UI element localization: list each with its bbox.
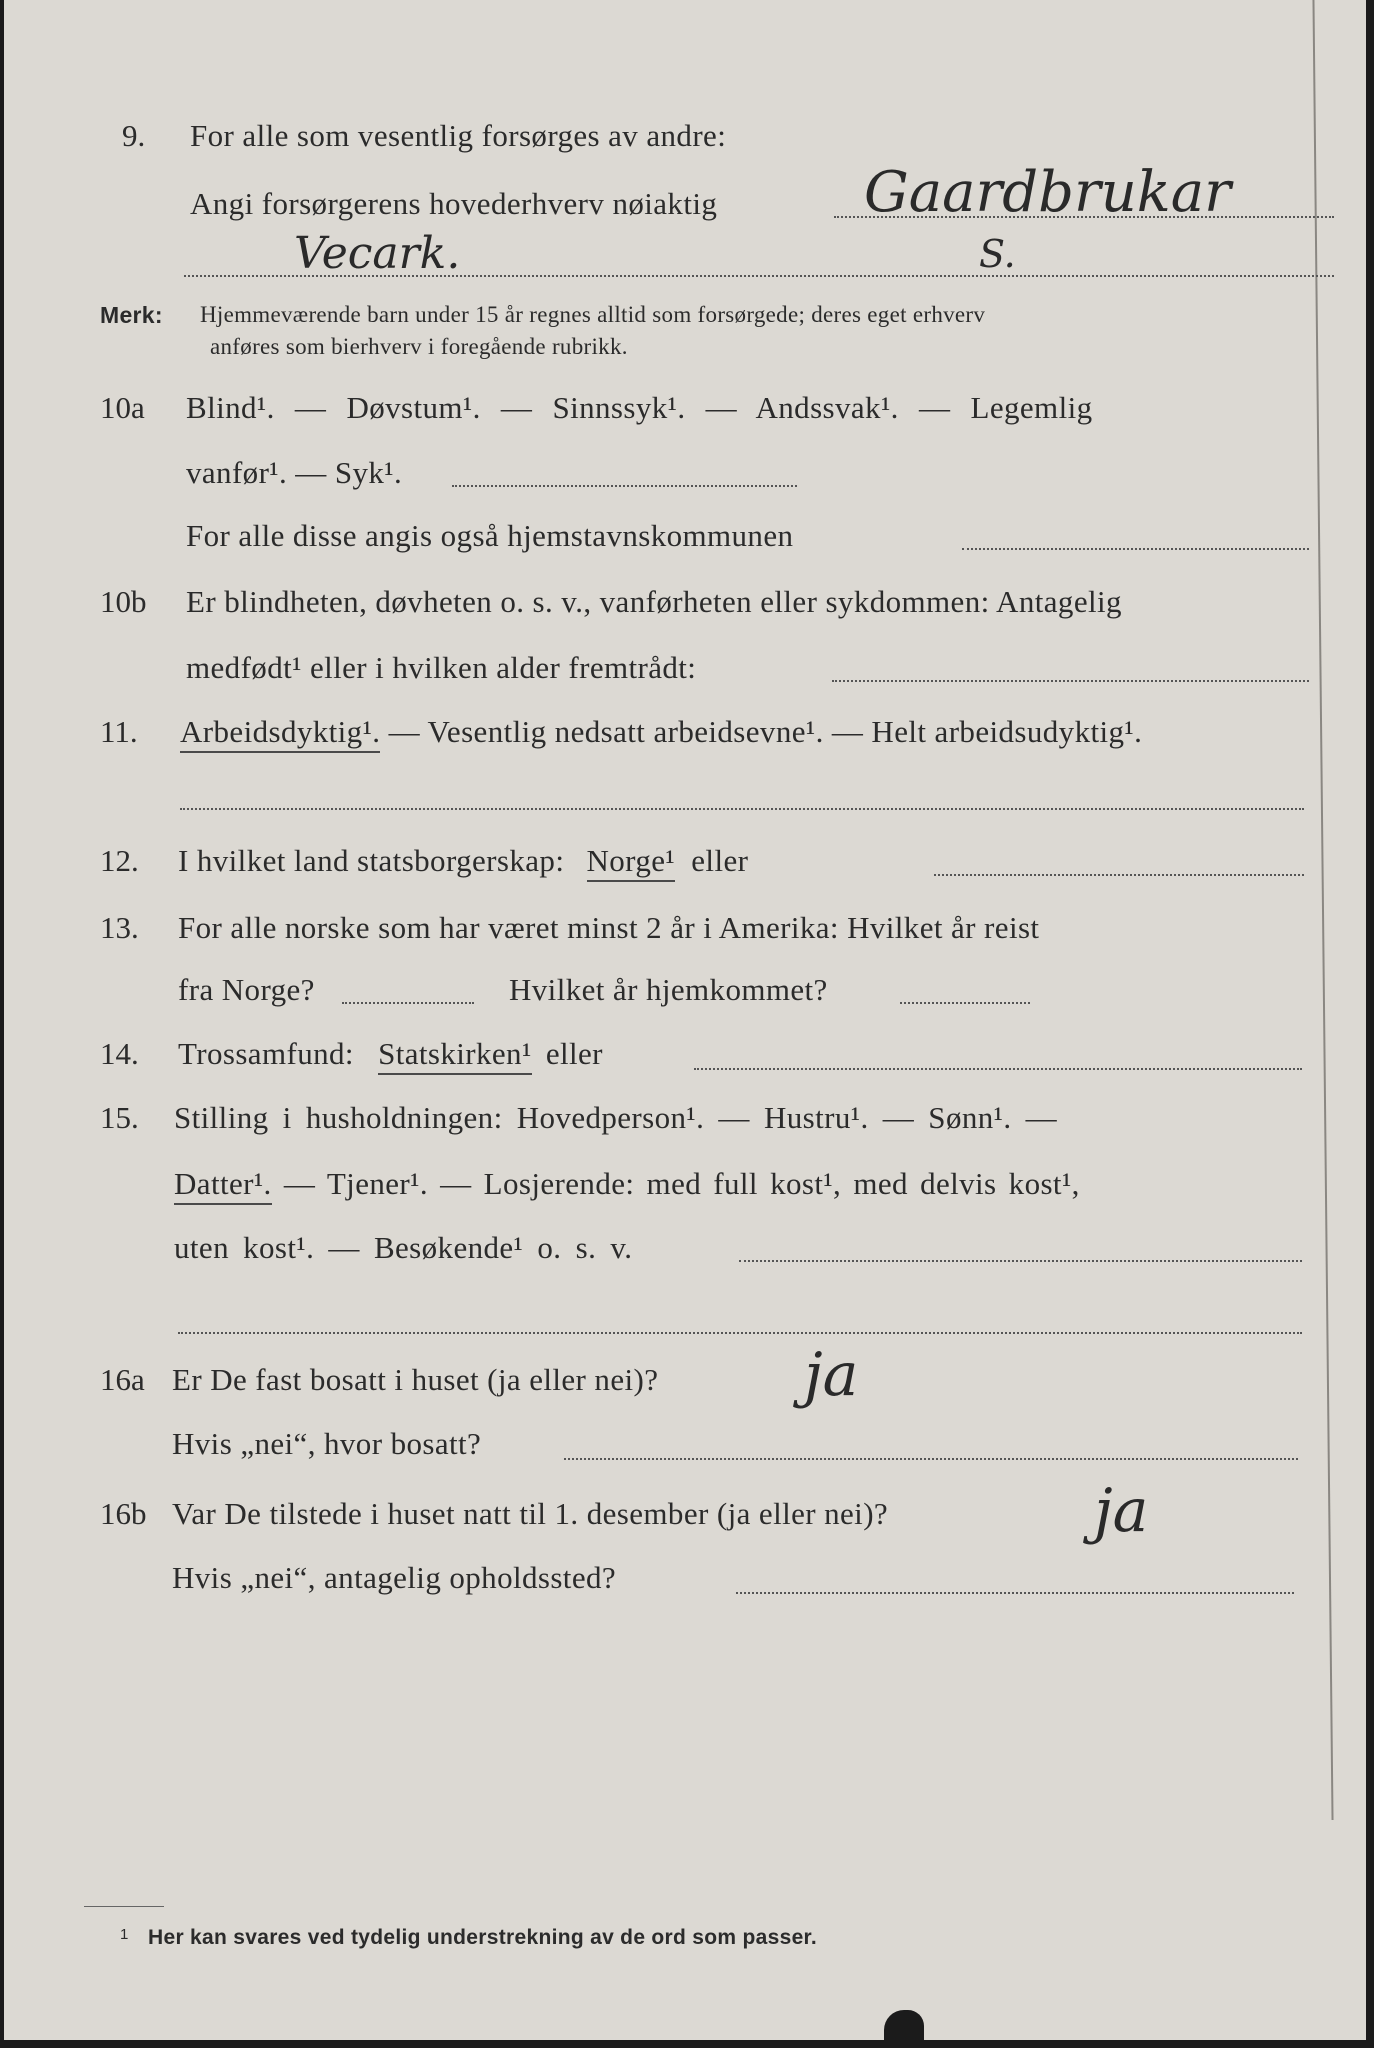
- q12-line: [178, 843, 748, 879]
- q11-line: [180, 714, 1142, 750]
- q13-line2a: fra Norge?: [178, 972, 315, 1007]
- merk-line2: anføres som bierhverv i foregående rubrikk.: [210, 334, 628, 359]
- q9-answer-line2: [184, 275, 1334, 277]
- q16a-line2: Hvis „nei“, hvor bosatt?: [172, 1426, 482, 1461]
- q16b-number: 16b: [100, 1496, 147, 1531]
- q13-number: 13.: [100, 910, 139, 945]
- q9-handwritten-occupation: Gaardbrukar: [864, 160, 1231, 225]
- q16b-dots: [736, 1592, 1294, 1594]
- q15-line1: Stilling i husholdningen: Hovedperson¹. — Hustru¹. — Sønn¹. —: [174, 1100, 1058, 1135]
- q15-line2: [174, 1166, 1080, 1202]
- q14-dots: [694, 1068, 1302, 1070]
- q13-line1: For alle norske som har været minst 2 år i Amerika: Hvilket år reist: [178, 910, 1040, 945]
- q10a-line1: Blind¹. — Døvstum¹. — Sinnssyk¹. — Andssvak¹. — Legemlig: [186, 390, 1093, 425]
- footnote-text: Her kan svares ved tydelig understrekning av de ord som passer.: [148, 1926, 817, 1949]
- q14-option-statskirken: Statskirken¹: [378, 1036, 532, 1075]
- q13-year-left-dots: [342, 1002, 474, 1004]
- q12-option-norge: Norge¹: [587, 843, 676, 882]
- footnote-marker: 1: [120, 1926, 129, 1943]
- q14-suffix: eller: [545, 1036, 603, 1071]
- q10a-line2: vanfør¹. — Syk¹.: [186, 455, 403, 490]
- q13-year-returned-dots: [900, 1002, 1030, 1004]
- q9-line2: Angi forsørgerens hovederhverv nøiaktig: [190, 186, 718, 221]
- q16a-dots: [564, 1458, 1298, 1460]
- q10b-dots: [832, 680, 1309, 682]
- q15-answer-line: [178, 1332, 1302, 1334]
- q14-prefix: Trossamfund:: [178, 1036, 354, 1071]
- q14-number: 14.: [100, 1036, 139, 1071]
- q16a-line1: Er De fast bosatt i huset (ja eller nei)?: [172, 1362, 659, 1397]
- merk-label: Merk:: [100, 302, 163, 328]
- q9-number: 9.: [122, 118, 146, 153]
- merk-line1: Hjemmeværende barn under 15 år regnes alltid som forsørgede; deres eget erhverv: [200, 302, 986, 327]
- q9-handwritten-note: Vecark.: [294, 228, 461, 279]
- q16a-handwritten-answer: ja: [804, 1340, 859, 1410]
- q15-line3: uten kost¹. — Besøkende¹ o. s. v.: [174, 1230, 633, 1265]
- q16b-handwritten-answer: ja: [1094, 1476, 1149, 1546]
- q9-line1: For alle som vesentlig forsørges av andre:: [190, 118, 727, 153]
- q16a-number: 16a: [100, 1362, 145, 1397]
- q10a-line2-dots: [452, 485, 797, 487]
- q12-prefix: I hvilket land statsborgerskap:: [178, 843, 565, 878]
- q11-answer-line: [180, 808, 1304, 810]
- q16b-line1: Var De tilstede i huset natt til 1. desember (ja eller nei)?: [172, 1496, 889, 1531]
- q16b-line2: Hvis „nei“, antagelig opholdssted?: [172, 1560, 617, 1595]
- q12-number: 12.: [100, 843, 139, 878]
- q10a-number: 10a: [100, 390, 145, 425]
- q15-line3-dots: [739, 1260, 1302, 1262]
- q15-line2-rest: — Tjener¹. — Losjerende: med full kost¹, med delvis kost¹,: [271, 1166, 1080, 1201]
- q11-number: 11.: [100, 714, 138, 749]
- q9-handwritten-initial: S.: [979, 232, 1016, 276]
- q10b-line1: Er blindheten, døvheten o. s. v., vanførheten eller sykdommen: Antagelig: [186, 584, 1122, 619]
- q10a-line3: For alle disse angis også hjemstavnskommunen: [186, 518, 794, 553]
- q11-option-arbeidsdyktig: Arbeidsdyktig¹.: [180, 714, 380, 753]
- q10b-number: 10b: [100, 584, 147, 619]
- footnote-rule: [84, 1906, 164, 1907]
- q12-suffix: eller: [691, 843, 749, 878]
- q13-line2b: Hvilket år hjemkommet?: [509, 972, 828, 1007]
- census-form-page: [4, 0, 1366, 2040]
- q15-number: 15.: [100, 1100, 139, 1135]
- q15-option-datter: Datter¹.: [174, 1166, 272, 1205]
- q11-rest: — Vesentlig nedsatt arbeidsevne¹. — Helt arbeidsudyktig¹.: [380, 714, 1143, 749]
- q12-dots: [934, 874, 1304, 876]
- q10a-line3-dots: [962, 548, 1309, 550]
- q14-line: [178, 1036, 603, 1072]
- paper-edge: [1312, 0, 1333, 1820]
- paper-tear: [884, 2010, 924, 2040]
- q10b-line2: medfødt¹ eller i hvilken alder fremtrådt:: [186, 650, 697, 685]
